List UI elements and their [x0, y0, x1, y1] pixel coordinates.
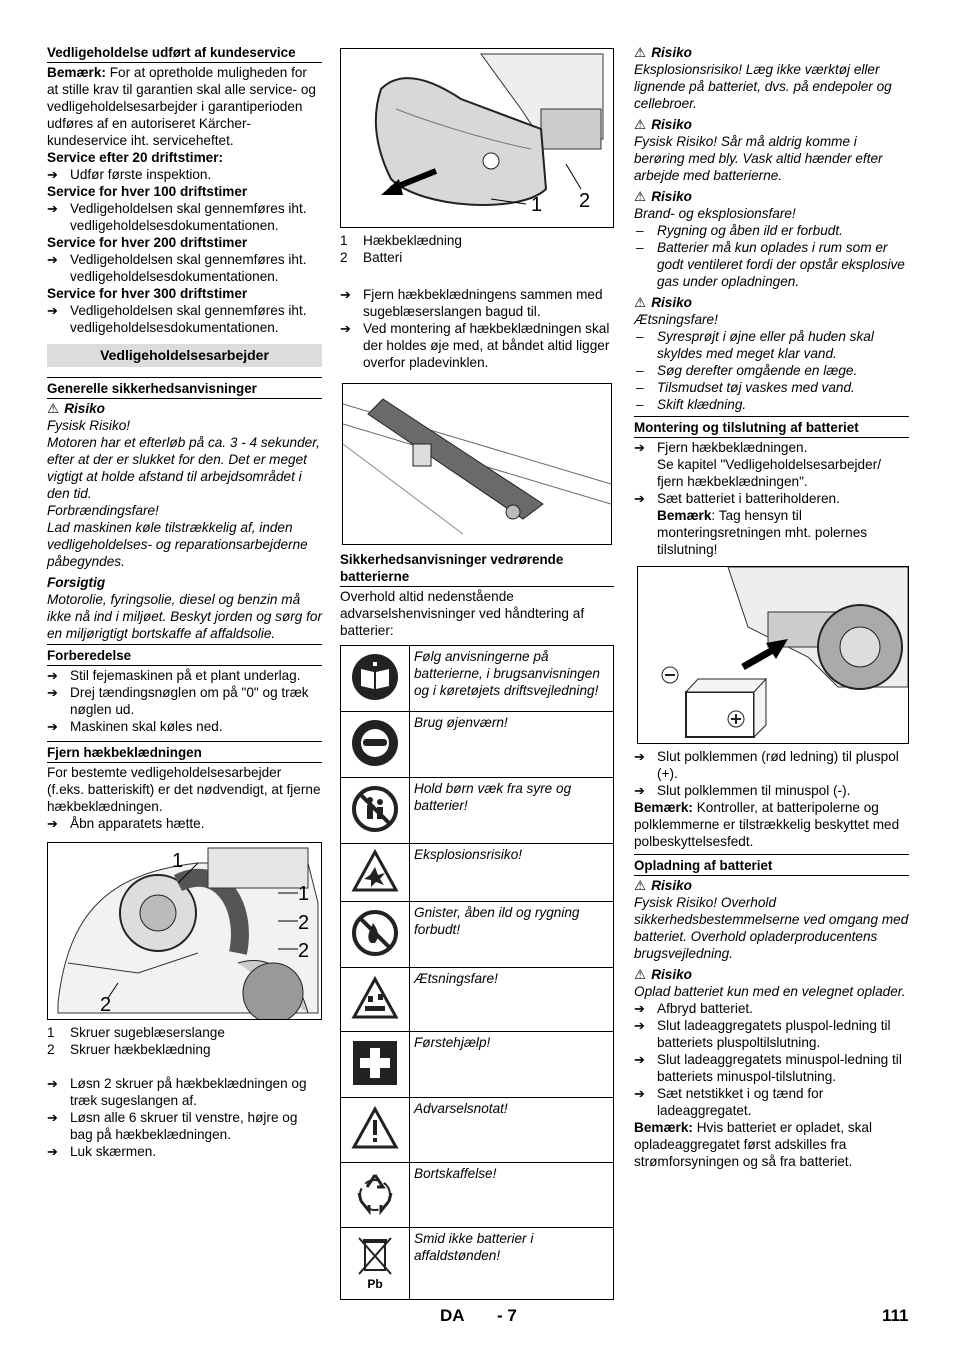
service-300-step: ➔ Vedligeholdelsen skal gennemføres iht. vedligeholdelsesdokumentationen. [47, 302, 322, 336]
figure-rear-cover [340, 48, 614, 228]
risk-text: Brand- og eksplosionsfare! [634, 206, 796, 221]
callout-1: 1 [531, 194, 543, 216]
service-20-heading: Service efter 20 driftstimer: [47, 150, 224, 165]
charge-note: Bemærk: Hvis batteriet er opladet, skal opladeaggregatet først adskilles fra strømforsyningen og så fra batteriet. [634, 1120, 873, 1169]
recycle-icon [351, 1169, 399, 1217]
risk-text: Fysisk Risiko! Sår må aldrig komme i berøring med bly. Vask altid hænder efter arbejde med batterierne. [634, 134, 883, 183]
footer-language: DA [440, 1306, 465, 1325]
symbol-text: Bortskaffelse! [410, 1163, 614, 1228]
risk-label: ⚠ Risiko [634, 116, 909, 133]
risk-item: – Syresprøjt i øjne eller på huden skal skyldes med meget klar vand. [634, 328, 909, 362]
service-100-step: ➔ Vedligeholdelsen skal gennemføres iht. vedligeholdelsesdokumentationen. [47, 200, 322, 234]
risk-label: ⚠ Risiko [47, 400, 322, 417]
charge-step: ➔ Sæt netstikket i og tænd for ladeaggregatet. [634, 1085, 909, 1119]
footer-local-page: - 7 [497, 1306, 517, 1325]
corrosive-icon [351, 976, 399, 1020]
remove-intro: For bestemte vedligeholdelsesarbejder (f.eks. batteriskift) er det nødvendigt, at fjerne hækbeklædningen. [47, 765, 321, 814]
heading-remove-cover: Fjern hækbeklædningen [47, 741, 322, 763]
mount-note-2: Bemærk: Kontroller, at batteripolerne og polklemmerne er tilstrækkelig beskyttet med polbeskyttelsesfedt. [634, 800, 900, 849]
keep-children-away-icon [351, 785, 399, 833]
figure-battery-install [637, 566, 909, 744]
service-20-step: ➔ Udfør første inspektion. [47, 166, 322, 183]
risk-label: ⚠ Risiko [634, 294, 909, 311]
heading-preparation: Forberedelse [47, 644, 322, 666]
service-100-heading: Service for hver 100 driftstimer [47, 184, 248, 199]
risk-label: ⚠ Risiko [634, 966, 909, 983]
risk-label: ⚠ Risiko [634, 877, 909, 894]
risk-item: – Rygning og åben ild er forbudt. [634, 222, 909, 239]
manual-icon [351, 653, 399, 701]
remove-step: ➔ Løsn alle 6 skruer til venstre, højre og bag på hækbeklædningen. [47, 1109, 322, 1143]
no-fire-icon [351, 909, 399, 957]
risk-text: Eksplosionsrisiko! Læg ikke værktøj eller lignende på batteriet, dvs. på endepoler og cellebroer. [634, 62, 892, 111]
risk-item: – Batterier må kun oplades i rum som er godt ventileret fordi der opstår eksplosive gas under opladningen. [634, 239, 909, 290]
callout-1: 1 [172, 850, 184, 872]
risk-text: Forbrændingsfare! [47, 503, 159, 518]
crossed-bin-icon [355, 1234, 395, 1290]
callout-2: 2 [579, 190, 591, 212]
battery-intro: Overhold altid nedenstående advarselshenvisninger ved håndtering af batterier: [340, 589, 585, 638]
heading-battery-safety: Sikkerhedsanvisninger vedrørende batterierne [340, 551, 614, 587]
mount-step: ➔ Slut polklemmen (rød ledning) til pluspol (+). [634, 748, 909, 782]
service-300-heading: Service for hver 300 driftstimer [47, 286, 248, 301]
callout-2: 2 [298, 940, 310, 962]
figure-caption: 1 Hækbeklædning [340, 233, 462, 248]
mount-step: ➔ Ved montering af hækbeklædningen skal der holdes øje med, at båndet altid ligger overfor pladevinklen. [340, 320, 614, 371]
symbol-text: Førstehjælp! [410, 1032, 614, 1098]
risk-item: – Søg derefter omgående en læge. [634, 362, 909, 379]
mount-step: ➔ Slut polklemmen til minuspol (-). [634, 782, 909, 799]
column-2 [340, 48, 614, 1300]
column-3 [634, 44, 909, 1170]
column-1 [47, 44, 322, 1160]
symbol-text: Følg anvisningerne på batterierne, i brugsanvisningen og i køretøjets driftsvejledning! [410, 646, 614, 712]
symbol-text: Smid ikke batterier i affaldstønden! [410, 1228, 614, 1300]
first-aid-icon [351, 1039, 399, 1087]
engine-bay-illustration [48, 843, 321, 1019]
callout-2: 2 [298, 912, 310, 934]
mount-step: ➔ Sæt batteriet i batteriholderen. [634, 490, 909, 507]
heading-charging: Opladning af batteriet [634, 854, 909, 876]
strap-illustration [343, 384, 611, 544]
caution-label: Forsigtig [47, 575, 106, 590]
risk-text: Oplad batteriet kun med en velegnet oplader. [634, 984, 906, 999]
callout-2: 2 [100, 994, 112, 1016]
mount-note: Bemærk: Tag hensyn til monteringsretningen mht. polernes tilslutning! [657, 508, 868, 557]
figure-strap [342, 383, 612, 545]
mount-step: ➔ Fjern hækbeklædningens sammen med sugeblæserslangen bagud til. [340, 286, 614, 320]
risk-item: – Skift klædning. [634, 396, 909, 413]
remove-step: ➔ Luk skærmen. [47, 1143, 322, 1160]
figure-caption: 2 Skruer hækbeklædning [47, 1042, 211, 1057]
risk-item: – Tilsmudset tøj vaskes med vand. [634, 379, 909, 396]
heading-kundeservice: Vedligeholdelse udført af kundeservice [47, 44, 322, 63]
risk-text: Motoren har et efterløb på ca. 3 - 4 sekunder, efter at der er slukket for den. Det er meget vigtigt at holde afstand til arbejdsområdet i den tid. [47, 435, 320, 501]
symbol-text: Gnister, åben ild og rygning forbudt! [410, 902, 614, 968]
symbol-text: Brug øjenværn! [410, 712, 614, 778]
rear-cover-illustration [341, 49, 613, 227]
risk-text: Fysisk Risiko! Overhold sikkerhedsbestemmelserne ved omgang med batteriet. Overhold opladerproducentens brugsvejledning. [634, 895, 909, 961]
caution-text: Motorolie, fyringsolie, diesel og benzin må ikke nå ind i miljøet. Beskyt jorden og sørg for en miljørigtigt bortskaffe af affaldsolie. [47, 592, 323, 641]
charge-step: ➔ Afbryd batteriet. [634, 1000, 909, 1017]
prep-step: ➔ Maskinen skal køles ned. [47, 718, 322, 735]
figure-caption: 2 Batteri [340, 250, 403, 265]
service-200-step: ➔ Vedligeholdelsen skal gennemføres iht. vedligeholdelsesdokumentationen. [47, 251, 322, 285]
explosion-icon [351, 849, 399, 893]
remove-step-open: ➔ Åbn apparatets hætte. [47, 815, 322, 832]
prep-step: ➔ Stil fejemaskinen på et plant underlag. [47, 667, 322, 684]
charge-step: ➔ Slut ladeaggregatets pluspol-ledning til batteriets pluspoltilslutning. [634, 1017, 909, 1051]
heading-general-safety: Generelle sikkerhedsanvisninger [47, 377, 322, 399]
figure-caption: 1 Skruer sugeblæserslange [47, 1025, 225, 1040]
pb-label: Pb [367, 1276, 383, 1290]
symbol-text: Eksplosionsrisiko! [410, 844, 614, 902]
risk-label: ⚠ Risiko [634, 44, 909, 61]
note-warranty: Bemærk: For at opretholde muligheden for at stille krav til garantien skal alle service- og vedligeholdelsesarbejder i garantiperioden udføres af en autoriseret Kärcher-kundeservice iht. serviceheftet. [47, 65, 316, 148]
warning-icon [351, 1106, 399, 1150]
risk-text: Fysisk Risiko! [47, 418, 131, 433]
heading-mount-battery: Montering og tilslutning af batteriet [634, 416, 909, 438]
risk-text: Lad maskinen køle tilstrækkelig af, inden vedligeholdelses- og reparationsarbejderne påbegyndes. [47, 520, 308, 569]
symbol-text: Ætsningsfare! [410, 968, 614, 1032]
risk-label: ⚠ Risiko [634, 188, 909, 205]
charge-step: ➔ Slut ladeaggregatets minuspol-ledning til batteriets minuspol-tilslutning. [634, 1051, 909, 1085]
prep-step: ➔ Drej tændingsnøglen om på "0" og træk nøglen ud. [47, 684, 322, 718]
figure-engine-bay [47, 842, 322, 1020]
section-title: Vedligeholdelsesarbejder [47, 344, 322, 367]
mount-step: ➔ Fjern hækbeklædningen. [634, 439, 909, 456]
battery-install-illustration [638, 567, 908, 743]
eye-protection-icon [351, 719, 399, 767]
callout-1: 1 [298, 883, 310, 905]
symbol-text: Hold børn væk fra syre og batterier! [410, 778, 614, 844]
risk-text: Ætsningsfare! [634, 312, 718, 327]
remove-step: ➔ Løsn 2 skruer på hækbeklædningen og træk sugeslangen af. [47, 1075, 322, 1109]
footer-page-number: 111 [882, 1306, 909, 1325]
mount-step-ref: Se kapitel "Vedligeholdelsesarbejder/ fjern hækbeklædningen". [657, 457, 881, 489]
symbol-text: Advarselsnotat! [410, 1098, 614, 1163]
symbol-table [340, 645, 614, 1300]
service-200-heading: Service for hver 200 driftstimer [47, 235, 248, 250]
